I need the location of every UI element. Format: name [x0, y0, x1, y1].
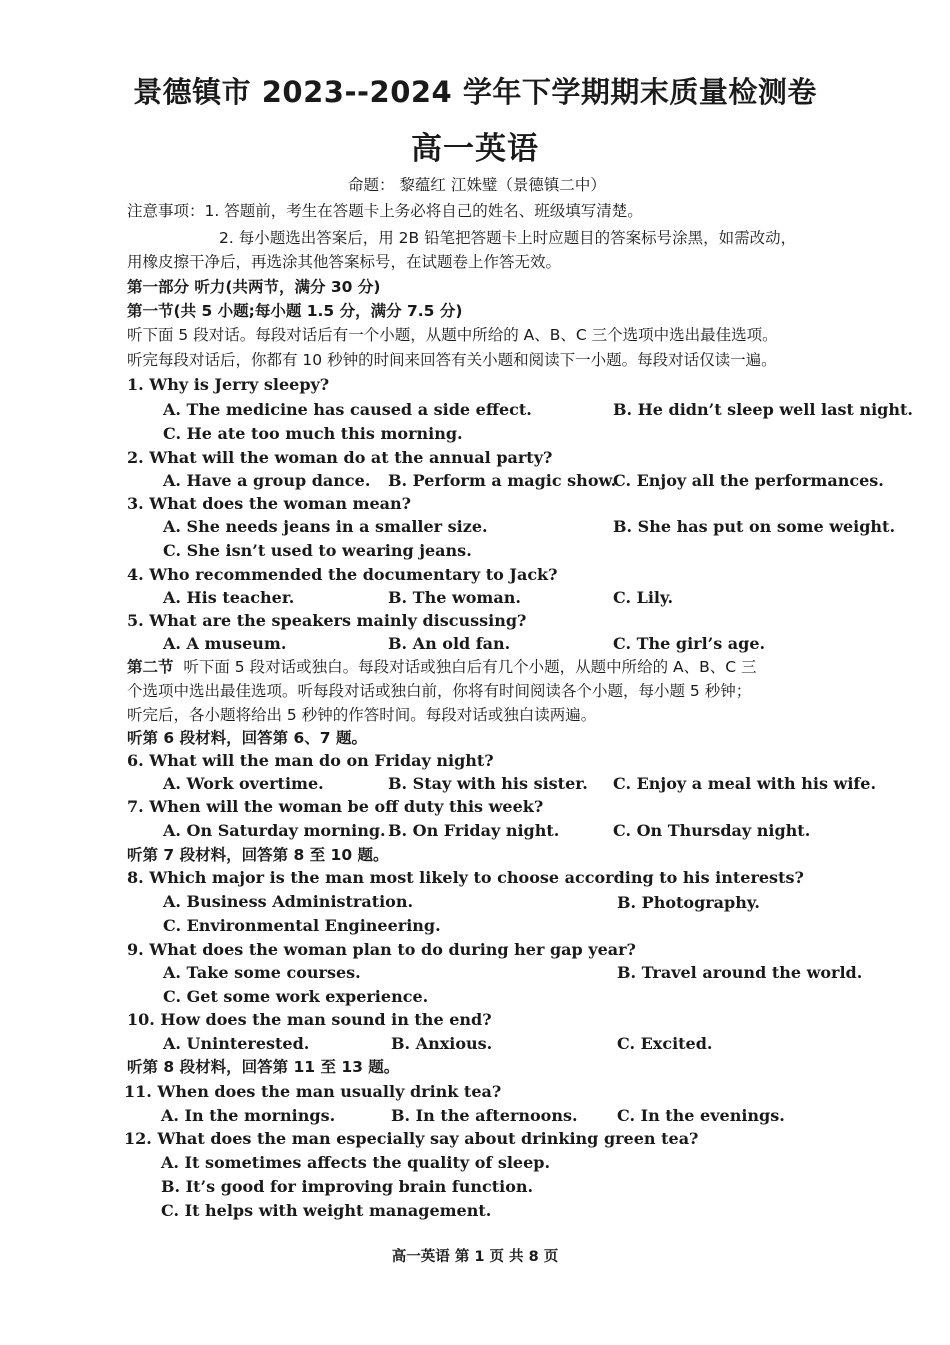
question-3: 3. What does the woman mean? [127, 494, 412, 513]
section2-line-1 [127, 657, 757, 677]
section2-instruction-3: 听完后，各小题将给出 5 秒钟的作答时间。每段对话或独白读两遍。 [127, 706, 597, 724]
section1-header: 第一节(共 5 小题;每小题 1.5 分，满分 7.5 分) [127, 302, 463, 320]
option-7b: B. On Friday night. [388, 821, 560, 840]
page-footer: 高一英语 第 1 页 共 8 页 [391, 1249, 559, 1265]
option-4b: B. The woman. [388, 588, 521, 607]
question-6: 6. What will the man do on Friday night? [127, 751, 494, 770]
notice-1: 注意事项：1. 答题前，考生在答题卡上务必将自己的姓名、班级填写清楚。 [127, 202, 643, 220]
notice-2a: 2. 每小题选出答案后，用 2B 铅笔把答题卡上时应题目的答案标号涂黑，如需改动， [219, 229, 797, 247]
question-1: 1. Why is Jerry sleepy? [127, 375, 330, 394]
option-4c: C. Lily. [613, 588, 674, 607]
section1-instruction-2: 听完每段对话后，你都有 10 秒钟的时间来回答有关小题和阅读下一小题。每段对话仅读一遍。 [127, 351, 777, 369]
option-6b: B. Stay with his sister. [388, 774, 588, 793]
notice-2b: 用橡皮擦干净后，再选涂其他答案标号，在试题卷上作答无效。 [127, 253, 562, 271]
option-3b: B. She has put on some weight. [613, 517, 896, 536]
question-2: 2. What will the woman do at the annual party? [127, 448, 553, 467]
option-1c: C. He ate too much this morning. [163, 424, 463, 443]
option-7c: C. On Thursday night. [613, 821, 811, 840]
authors-line: 命题： 黎蕴红 江姝璧（景德镇二中） [348, 176, 606, 194]
option-3c: C. She isn’t used to wearing jeans. [163, 541, 472, 560]
question-9: 9. What does the woman plan to do during her gap year? [127, 940, 636, 959]
question-4: 4. Who recommended the documentary to Jack? [127, 565, 558, 584]
question-7: 7. When will the woman be off duty this week? [127, 797, 544, 816]
option-9c: C. Get some work experience. [163, 987, 429, 1006]
material-8-header: 听第 8 段材料，回答第 11 至 13 题。 [127, 1058, 400, 1076]
option-6a: A. Work overtime. [163, 774, 324, 793]
question-5: 5. What are the speakers mainly discussing? [127, 611, 527, 630]
question-11: 11. When does the man usually drink tea? [124, 1082, 502, 1101]
option-5c: C. The girl’s age. [613, 634, 766, 653]
question-10: 10. How does the man sound in the end? [127, 1010, 492, 1029]
option-10b: B. Anxious. [391, 1034, 493, 1053]
option-10a: A. Uninterested. [163, 1034, 310, 1053]
part1-header: 第一部分 听力(共两节，满分 30 分) [127, 278, 381, 296]
option-3a: A. She needs jeans in a smaller size. [163, 517, 488, 536]
option-11c: C. In the evenings. [617, 1106, 785, 1125]
option-9a: A. Take some courses. [163, 963, 361, 982]
exam-title: 景德镇市 2023--2024 学年下学期期末质量检测卷 [133, 75, 817, 109]
option-12c: C. It helps with weight management. [161, 1201, 492, 1220]
option-6c: C. Enjoy a meal with his wife. [613, 774, 877, 793]
option-1a: A. The medicine has caused a side effect. [163, 400, 532, 419]
material-6-header: 听第 6 段材料，回答第 6、7 题。 [127, 729, 367, 747]
option-7a: A. On Saturday morning. [163, 821, 386, 840]
option-12a: A. It sometimes affects the quality of sleep. [161, 1153, 551, 1172]
option-5b: B. An old fan. [388, 634, 511, 653]
question-8: 8. Which major is the man most likely to choose according to his interests? [127, 868, 804, 887]
option-2c: C. Enjoy all the performances. [613, 471, 884, 490]
option-1b: B. He didn’t sleep well last night. [613, 400, 913, 419]
option-5a: A. A museum. [163, 634, 287, 653]
section2-label: 第二节 [127, 658, 174, 676]
option-11b: B. In the afternoons. [391, 1106, 578, 1125]
option-9b: B. Travel around the world. [617, 963, 863, 982]
section1-instruction-1: 听下面 5 段对话。每段对话后有一个小题，从题中所给的 A、B、C 三个选项中选出最佳选项。 [127, 326, 778, 344]
option-8a: A. Business Administration. [163, 892, 414, 911]
option-11a: A. In the mornings. [161, 1106, 336, 1125]
option-12b: B. It’s good for improving brain function. [161, 1177, 534, 1196]
section2-instruction-2: 个选项中选出最佳选项。听每段对话或独白前，你将有时间阅读各个小题，每小题 5 秒钟； [127, 682, 752, 700]
question-12: 12. What does the man especially say about drinking green tea? [124, 1129, 699, 1148]
option-8b: B. Photography. [617, 893, 760, 912]
option-2a: A. Have a group dance. [163, 471, 371, 490]
section2-instruction-1: 听下面 5 段对话或独白。每段对话或独白后有几个小题，从题中所给的 A、B、C 三 [183, 658, 757, 676]
option-10c: C. Excited. [617, 1034, 713, 1053]
option-2b: B. Perform a magic show. [388, 471, 617, 490]
option-8c: C. Environmental Engineering. [163, 916, 441, 935]
material-7-header: 听第 7 段材料，回答第 8 至 10 题。 [127, 846, 389, 864]
option-4a: A. His teacher. [163, 588, 295, 607]
exam-subject: 高一英语 [411, 131, 539, 167]
